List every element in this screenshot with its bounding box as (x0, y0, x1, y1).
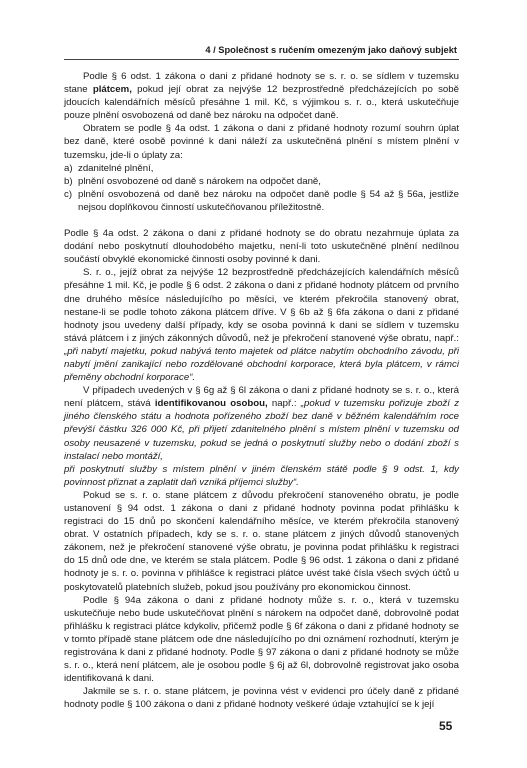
list-marker: b) (64, 175, 73, 187)
list-item (64, 188, 459, 214)
text-segment: V případech uvedených v § 6g až § 6l zákona o dani z přidané hodnoty se s. r. o., která není plátcem, stává (64, 385, 459, 410)
paragraph-vat-payer (64, 70, 459, 122)
text-segment: např.: (267, 398, 301, 410)
list-marker: a) (64, 162, 73, 174)
paragraph-excluded-turnover: Podle § 4a odst. 2 zákona o dani z přidané hodnoty se do obratu nezahrnuje úplata za dodání nebo poskytnutí dlouhodobého majetku, není-li toto uskutečněné plnění nedílnou součástí obvyklé ekonomické činnosti osoby povinné k dani. (64, 228, 459, 266)
page-number: 55 (439, 719, 453, 733)
quotation: „při nabytí majetku, pokud nabývá tento majetek od plátce nabytím obchodního závodu, při nabytí jmění zanikající nebo rozdělované obchodní korporace, která byla plátcem, v rámci přeměny obchodní korporace“. (64, 345, 459, 384)
running-header: 4 / Společnost s ručením omezeným jako daňový subjekt (205, 45, 457, 55)
list-item-text: plnění osvobozená od daně bez nároku na odpočet daně podle § 54 až § 56a, jestliže nejsou doplňkovou činností uskutečňovanou příležitostně. (78, 188, 459, 213)
quotation: „pokud v tuzemsku pořizuje zboží z jiného členského státu a hodnota pořízeného zboží bez daně v běžném kalendářním roce převýší částku 326 000 Kč, při přijetí zdanitelného plnění s místem plnění v tuzemsku od osoby neusazené v tuzemsku, pokud se jedná o poskytnutí služby nebo o dodání zboží s instalací nebo montáží, (64, 398, 460, 462)
paragraph-records: Jakmile se s. r. o. stane plátcem, je povinna vést v evidenci pro účely daně z přidané hodnoty podle § 100 zákona o dani z přidané hodnoty veškeré údaje vztahující se k její (64, 686, 459, 711)
turnover-list (64, 162, 459, 214)
text-segment: pokud její obrat za nejvýše 12 bezprostředně předcházejících po sobě jdoucích kalendářních měsíců přesáhne 1 mil. Kč, s výjimkou s. r. o., která uskutečňuje pouze plnění osvobozená od daně bez nároku na odpočet daně. (64, 84, 459, 122)
paragraph-payer-date (64, 266, 459, 384)
header-rule (64, 59, 459, 60)
list-item-text: zdanitelné plnění, (78, 162, 154, 174)
term-identifikovana-osoba: identifikovanou osobou, (154, 398, 268, 410)
list-item (64, 162, 459, 175)
term-platcem: plátcem, (92, 84, 132, 96)
list-item (64, 175, 459, 188)
paragraph-quotation-continued: při poskytnutí služby s místem plnění v jiném členském státě podle § 9 odst. 1, kdy povinnost přiznat a zaplatit daň vzniká příjemci služby“. (64, 463, 459, 488)
page-body (64, 70, 459, 712)
paragraph-identified-person (64, 384, 459, 463)
text-segment: S. r. o., jejíž obrat za nejvýše 12 bezprostředně předcházejících kalendářních měsíců přesáhne 1 mil. Kč, je podle § 6 odst. 2 zákona o dani z přidané hodnoty plátcem od prvního dne druhého měsíce následujícího po měsíci, ve kterém překročila stanovený obrat, nestane-li se podle tohoto zákona plátcem dříve. V § 6b až § 6fa zákona o dani z přidané hodnoty jsou uvedeny další případy, kdy se osoba povinná k dani se sídlem v tuzemsku stává plátcem i z jiných zákonných důvodů, než je překročení stanovené výše obratu, např.: (64, 267, 459, 344)
list-marker: c) (64, 188, 73, 200)
paragraph-registration-deadline: Pokud se s. r. o. stane plátcem z důvodu překročení stanoveného obratu, je podle ustanovení § 94 odst. 1 zákona o dani z přidané hodnoty povinna podat přihlášku k registraci do 15 dnů po skončení kalendářního měsíce, ve kterém překročila stanovený obrat. V ostatních případech, kdy se s. r. o. stane plátcem z jiných důvodů stanovených zákonem, než je překročení stanovené výše obratu, je povinna podat přihlášku k registraci do 15 dnů ode dne, ve kterém se stala plátcem. Podle § 96 odst. 1 zákona o dani z přidané hodnoty je s. r. o. povinna v přihlášce k registraci plátce uvést také čísla všech svých účtů u poskytovatelů platebních služeb, pokud jsou používány pro ekonomickou činnost. (64, 489, 459, 593)
paragraph-turnover-definition: Obratem se podle § 4a odst. 1 zákona o dani z přidané hodnoty rozumí souhrn úplat bez daně, které osobě povinné k dani náleží za uskutečněná plnění s místem plnění v tuzemsku, jde-li o úplaty za: (64, 123, 459, 161)
text-segment: Podle § 6 odst. 1 zákona o dani z přidané hodnoty se s. r. o. se sídlem v tuzemsku stane (64, 71, 459, 96)
list-item-text: plnění osvobozené od daně s nárokem na odpočet daně, (78, 175, 321, 187)
paragraph-voluntary-registration: Podle § 94a zákona o dani z přidané hodnoty může s. r. o., která v tuzemsku uskutečňuje nebo bude uskutečňovat plnění s nárokem na odpočet daně, dobrovolně podat přihlášku k registraci plátce kdykoliv, přičemž podle § 6f zákona o dani z přidané hodnoty se v tomto případě stane plátcem ode dne následujícího po dni oznámení rozhodnutí, kterým je registrována k dani z přidané hodnoty. Podle § 97 zákona o dani z přidané hodnoty se může s. r. o., která není plátcem, ale je osobou podle § 6j až 6l, dobrovolně registrovat jako osoba identifikovaná k dani. (64, 594, 459, 685)
